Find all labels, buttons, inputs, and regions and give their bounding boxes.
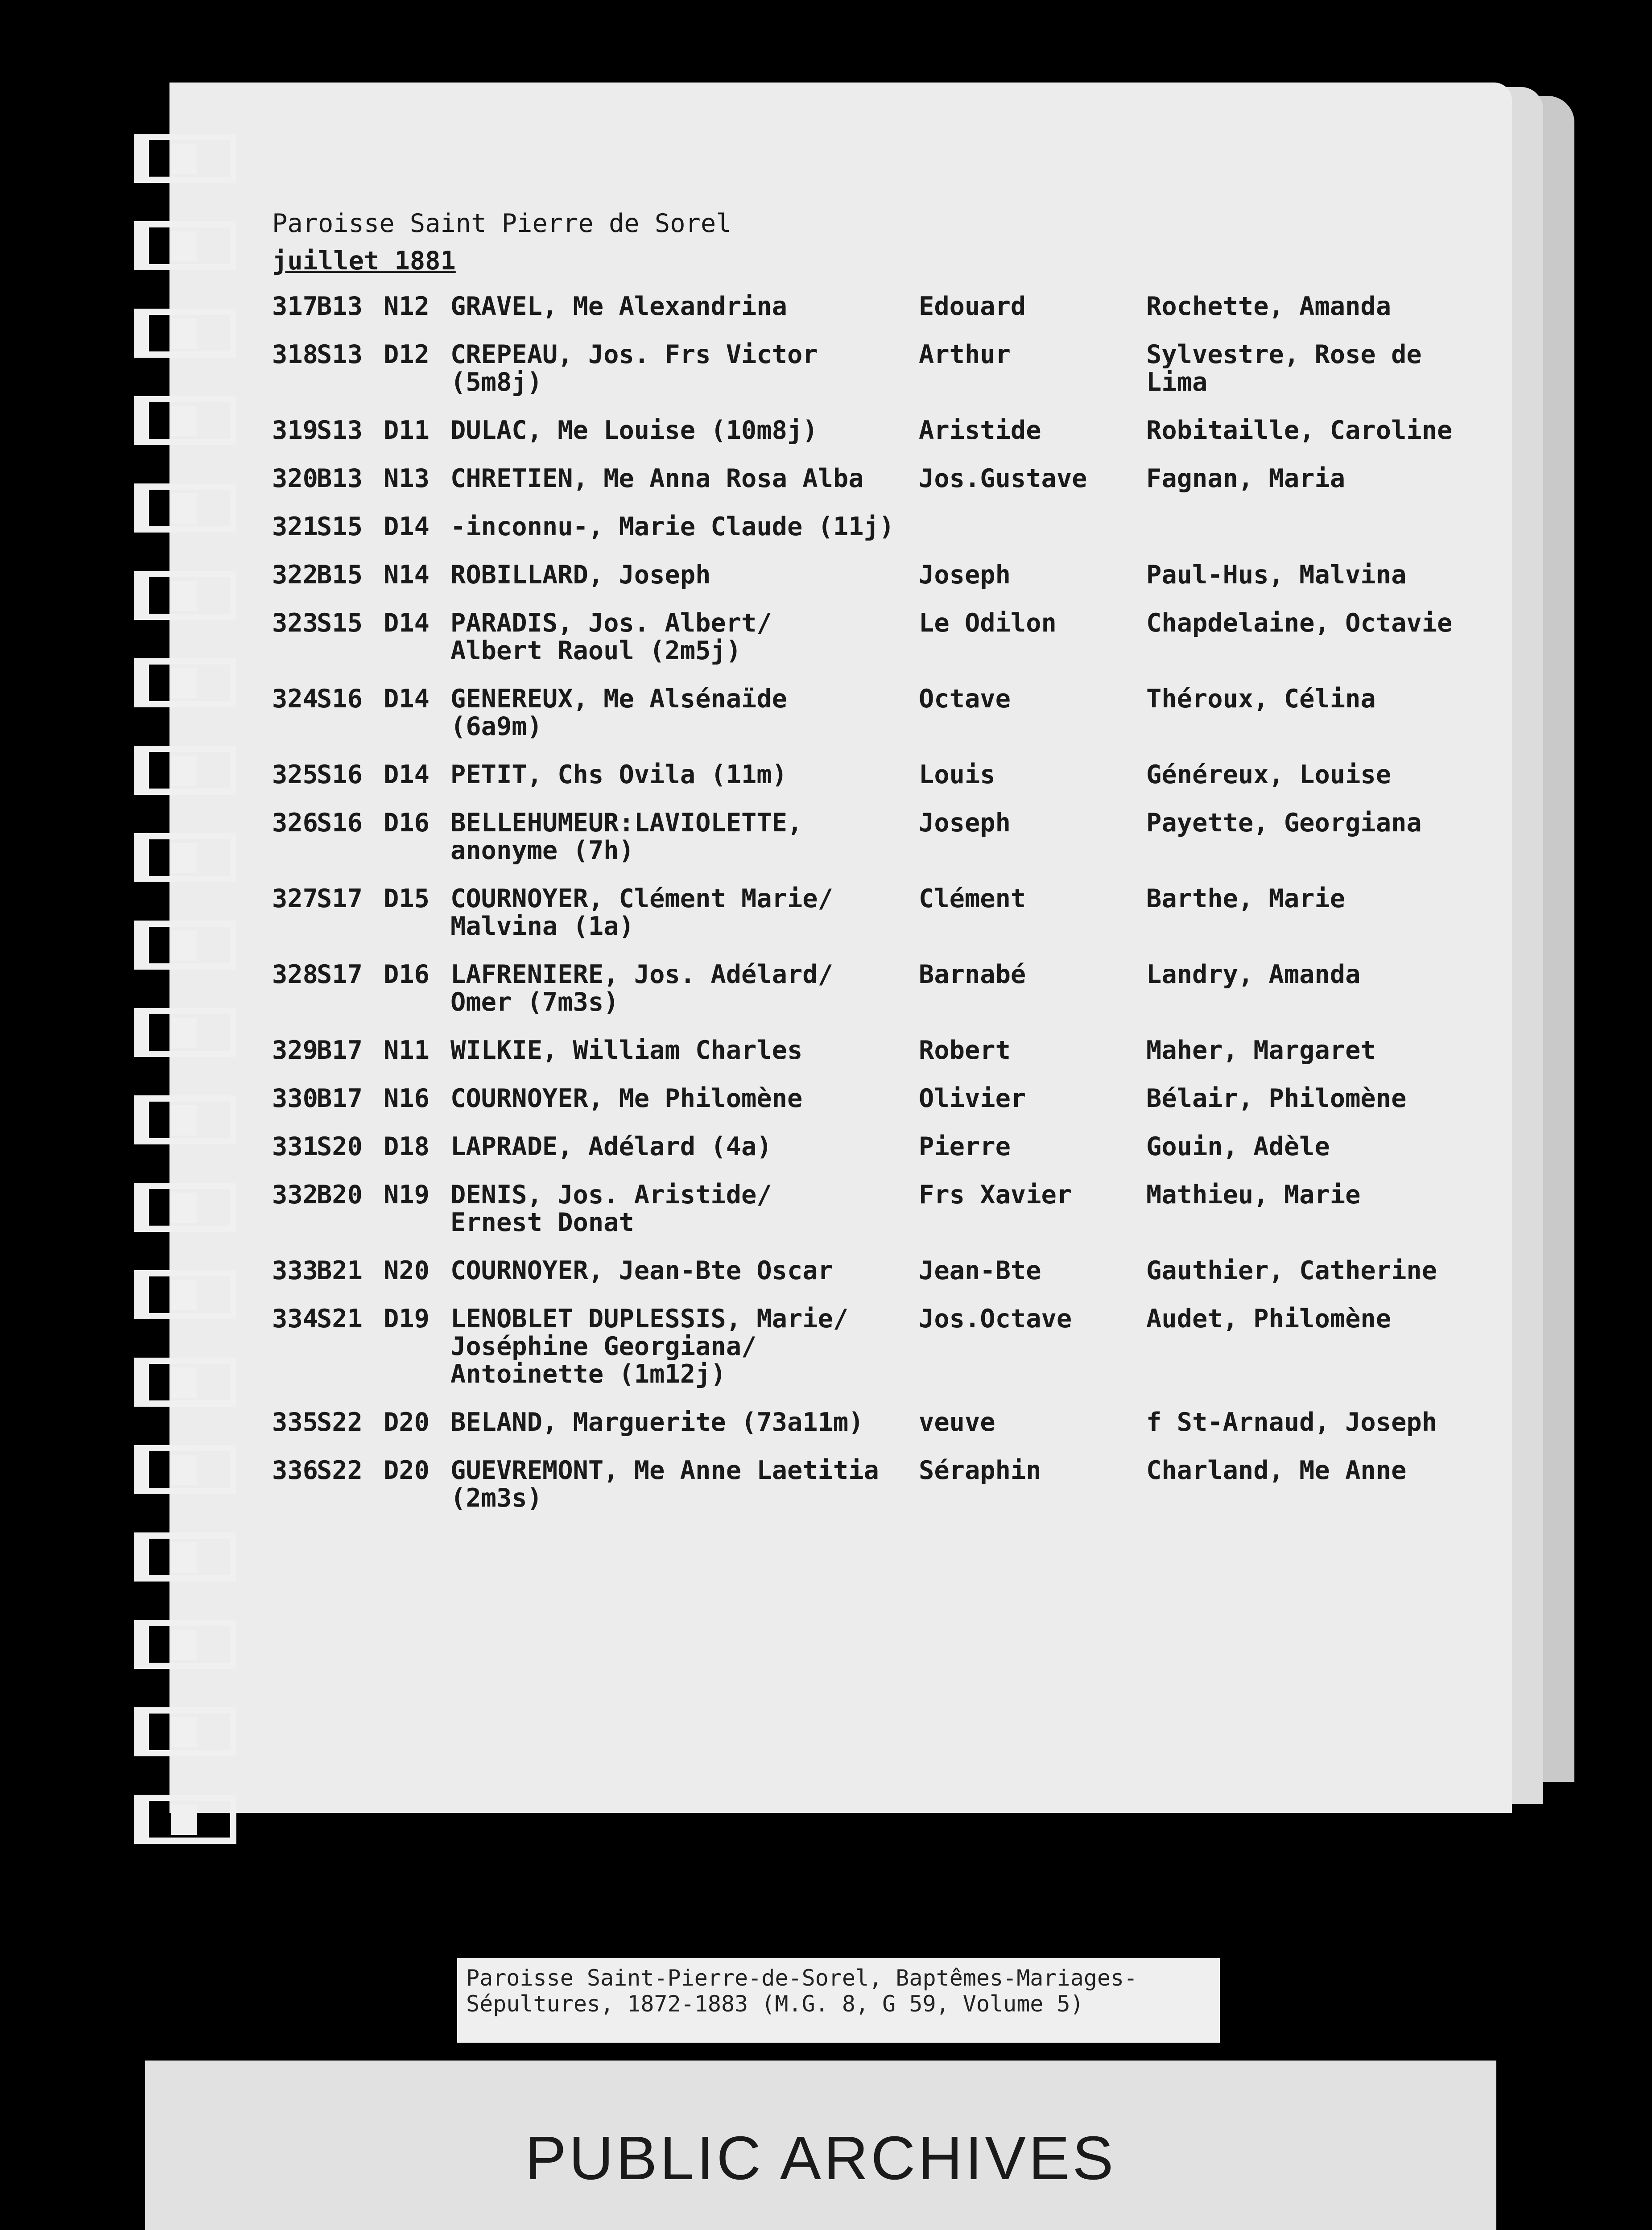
entry-number: 329	[272, 1036, 318, 1065]
entry-name: COURNOYER, Me Philomène	[450, 1084, 803, 1113]
register-entry	[272, 417, 1499, 444]
entry-name: LAPRADE, Adélard (4a)	[450, 1132, 772, 1161]
mother-name: Bélair, Philomène	[1146, 1084, 1407, 1113]
binding-ring	[134, 1095, 236, 1144]
father-name: Edouard	[919, 292, 1026, 321]
act-code: B21	[317, 1256, 363, 1285]
entry-name: LAFRENIERE, Jos. Adélard/ Omer (7m3s)	[450, 960, 833, 1017]
mother-name: Robitaille, Caroline	[1146, 416, 1453, 445]
event-code: N11	[384, 1036, 430, 1065]
act-code: S22	[317, 1408, 363, 1437]
act-code: B13	[317, 292, 363, 321]
binding-ring	[134, 746, 236, 795]
father-name: Jean-Bte	[919, 1256, 1041, 1285]
event-code: D20	[384, 1456, 430, 1485]
register-entry	[272, 761, 1499, 789]
mother-name: Landry, Amanda	[1146, 960, 1361, 989]
act-code: S22	[317, 1456, 363, 1485]
act-code: B17	[317, 1084, 363, 1113]
event-code: D14	[384, 512, 430, 541]
event-code: D14	[384, 608, 430, 638]
register-entry	[272, 1408, 1499, 1436]
entry-name: CREPEAU, Jos. Frs Victor (5m8j)	[450, 340, 818, 397]
binding-ring	[134, 571, 236, 620]
entry-number: 328	[272, 960, 318, 989]
register-entry	[272, 809, 1499, 864]
mother-name: Barthe, Marie	[1146, 884, 1346, 913]
event-code: N13	[384, 464, 430, 493]
father-name: Barnabé	[919, 960, 1026, 989]
archives-stamp	[145, 2061, 1496, 2230]
event-code: D15	[384, 884, 430, 913]
mother-name: Sylvestre, Rose de Lima	[1146, 340, 1422, 397]
binding-ring	[134, 1358, 236, 1407]
register-text	[272, 210, 1499, 1532]
stamp-line-1: PUBLIC ARCHIVES	[525, 2124, 1116, 2193]
caption-line-2: Sépultures, 1872-1883 (M.G. 8, G 59, Volume 5)	[466, 1991, 1084, 2017]
act-code: B15	[317, 560, 363, 590]
event-code: N19	[384, 1180, 430, 1210]
act-code: S20	[317, 1132, 363, 1161]
event-code: D19	[384, 1304, 430, 1334]
binding-ring	[134, 1270, 236, 1319]
act-code: S13	[317, 340, 363, 369]
father-name: Joseph	[919, 808, 1011, 838]
father-name: Joseph	[919, 560, 1011, 590]
register-entry	[272, 1037, 1499, 1064]
spiral-binding	[134, 134, 236, 1784]
event-code: D11	[384, 416, 430, 445]
entry-number: 322	[272, 560, 318, 590]
entry-number: 324	[272, 684, 318, 714]
binding-ring	[134, 1445, 236, 1494]
father-name: Séraphin	[919, 1456, 1041, 1485]
event-code: N16	[384, 1084, 430, 1113]
register-entry	[272, 513, 1499, 541]
mother-name: Généreux, Louise	[1146, 760, 1392, 789]
binding-ring	[134, 1532, 236, 1582]
act-code: S16	[317, 684, 363, 714]
mother-name: Mathieu, Marie	[1146, 1180, 1361, 1210]
register-entry	[272, 885, 1499, 940]
father-name: Jos.Gustave	[919, 464, 1087, 493]
binding-ring	[134, 134, 236, 183]
mother-name: Chapdelaine, Octavie	[1146, 608, 1453, 638]
mother-name: Gouin, Adèle	[1146, 1132, 1330, 1161]
binding-ring	[134, 396, 236, 445]
entry-name: BELAND, Marguerite (73a11m)	[450, 1408, 864, 1437]
father-name: Le Odilon	[919, 608, 1057, 638]
act-code: S21	[317, 1304, 363, 1334]
register-entries	[272, 293, 1499, 1512]
binding-ring	[134, 1795, 236, 1844]
event-code: D14	[384, 684, 430, 714]
register-entry	[272, 1257, 1499, 1284]
father-name: Octave	[919, 684, 1011, 714]
register-entry	[272, 1305, 1499, 1388]
event-code: N20	[384, 1256, 430, 1285]
act-code: B13	[317, 464, 363, 493]
entry-name: -inconnu-, Marie Claude (11j)	[450, 512, 895, 541]
register-entry	[272, 293, 1499, 320]
month-heading: juillet 1881	[272, 246, 456, 276]
father-name: Arthur	[919, 340, 1011, 369]
entry-number: 332	[272, 1180, 318, 1210]
binding-ring	[134, 921, 236, 970]
register-entry	[272, 1457, 1499, 1512]
father-name: Aristide	[919, 416, 1041, 445]
entry-name: PARADIS, Jos. Albert/ Albert Raoul (2m5j)	[450, 608, 772, 665]
binding-ring	[134, 1707, 236, 1756]
binding-ring	[134, 1620, 236, 1669]
father-name: veuve	[919, 1408, 995, 1437]
register-entry	[272, 685, 1499, 740]
entry-number: 326	[272, 808, 318, 838]
entry-name: PETIT, Chs Ovila (11m)	[450, 760, 787, 789]
register-entry	[272, 609, 1499, 665]
entry-name: GUEVREMONT, Me Anne Laetitia (2m3s)	[450, 1456, 879, 1513]
entry-name: COURNOYER, Clément Marie/ Malvina (1a)	[450, 884, 833, 941]
mother-name: Gauthier, Catherine	[1146, 1256, 1437, 1285]
binding-ring	[134, 221, 236, 270]
event-code: D20	[384, 1408, 430, 1437]
mother-name: Payette, Georgiana	[1146, 808, 1422, 838]
entry-name: DENIS, Jos. Aristide/ Ernest Donat	[450, 1180, 772, 1237]
caption-line-1: Paroisse Saint-Pierre-de-Sorel, Baptêmes-Mariages-	[466, 1965, 1138, 1991]
mother-name: Maher, Margaret	[1146, 1036, 1376, 1065]
register-entry	[272, 1085, 1499, 1112]
act-code: S15	[317, 608, 363, 638]
entry-number: 333	[272, 1256, 318, 1285]
binding-ring	[134, 309, 236, 358]
parish-header: Paroisse Saint Pierre de Sorel	[272, 209, 731, 238]
entry-name: GRAVEL, Me Alexandrina	[450, 292, 787, 321]
act-code: S17	[317, 884, 363, 913]
entry-number: 335	[272, 1408, 318, 1437]
entry-number: 323	[272, 608, 318, 638]
archive-caption-label	[457, 1958, 1220, 2043]
register-entry	[272, 465, 1499, 492]
event-code: D18	[384, 1132, 430, 1161]
event-code: D16	[384, 960, 430, 989]
entry-number: 336	[272, 1456, 318, 1485]
register-entry	[272, 561, 1499, 589]
mother-name: Charland, Me Anne	[1146, 1456, 1407, 1485]
binding-ring	[134, 483, 236, 533]
entry-number: 321	[272, 512, 318, 541]
entry-number: 320	[272, 464, 318, 493]
entry-number: 327	[272, 884, 318, 913]
entry-name: COURNOYER, Jean-Bte Oscar	[450, 1256, 833, 1285]
register-entry	[272, 1181, 1499, 1236]
act-code: S13	[317, 416, 363, 445]
mother-name: Rochette, Amanda	[1146, 292, 1392, 321]
father-name: Olivier	[919, 1084, 1026, 1113]
event-code: D12	[384, 340, 430, 369]
event-code: D14	[384, 760, 430, 789]
act-code: B20	[317, 1180, 363, 1210]
mother-name: Audet, Philomène	[1146, 1304, 1392, 1334]
father-name: Jos.Octave	[919, 1304, 1072, 1334]
binding-ring	[134, 1008, 236, 1057]
entry-name: BELLEHUMEUR:LAVIOLETTE, anonyme (7h)	[450, 808, 803, 865]
entry-name: GENEREUX, Me Alsénaïde (6a9m)	[450, 684, 787, 741]
event-code: D16	[384, 808, 430, 838]
event-code: N12	[384, 292, 430, 321]
register-entry	[272, 341, 1499, 396]
entry-number: 330	[272, 1084, 318, 1113]
father-name: Robert	[919, 1036, 1011, 1065]
entry-number: 317	[272, 292, 318, 321]
entry-number: 319	[272, 416, 318, 445]
binding-ring	[134, 658, 236, 707]
event-code: N14	[384, 560, 430, 590]
mother-name: Fagnan, Maria	[1146, 464, 1346, 493]
act-code: S16	[317, 808, 363, 838]
entry-name: ROBILLARD, Joseph	[450, 560, 711, 590]
father-name: Louis	[919, 760, 995, 789]
entry-name: LENOBLET DUPLESSIS, Marie/ Joséphine Georgiana/ Antoinette (1m12j)	[450, 1304, 849, 1389]
register-entry	[272, 961, 1499, 1016]
father-name: Frs Xavier	[919, 1180, 1072, 1210]
mother-name: Paul-Hus, Malvina	[1146, 560, 1407, 590]
act-code: S17	[317, 960, 363, 989]
entry-number: 331	[272, 1132, 318, 1161]
father-name: Clément	[919, 884, 1026, 913]
act-code: S16	[317, 760, 363, 789]
entry-name: WILKIE, William Charles	[450, 1036, 803, 1065]
act-code: S15	[317, 512, 363, 541]
mother-name: f St-Arnaud, Joseph	[1146, 1408, 1437, 1437]
binding-ring	[134, 833, 236, 882]
entry-name: DULAC, Me Louise (10m8j)	[450, 416, 818, 445]
father-name: Pierre	[919, 1132, 1011, 1161]
entry-name: CHRETIEN, Me Anna Rosa Alba	[450, 464, 864, 493]
register-entry	[272, 1133, 1499, 1160]
entry-number: 334	[272, 1304, 318, 1334]
act-code: B17	[317, 1036, 363, 1065]
entry-number: 325	[272, 760, 318, 789]
binding-ring	[134, 1183, 236, 1232]
mother-name: Théroux, Célina	[1146, 684, 1376, 714]
entry-number: 318	[272, 340, 318, 369]
